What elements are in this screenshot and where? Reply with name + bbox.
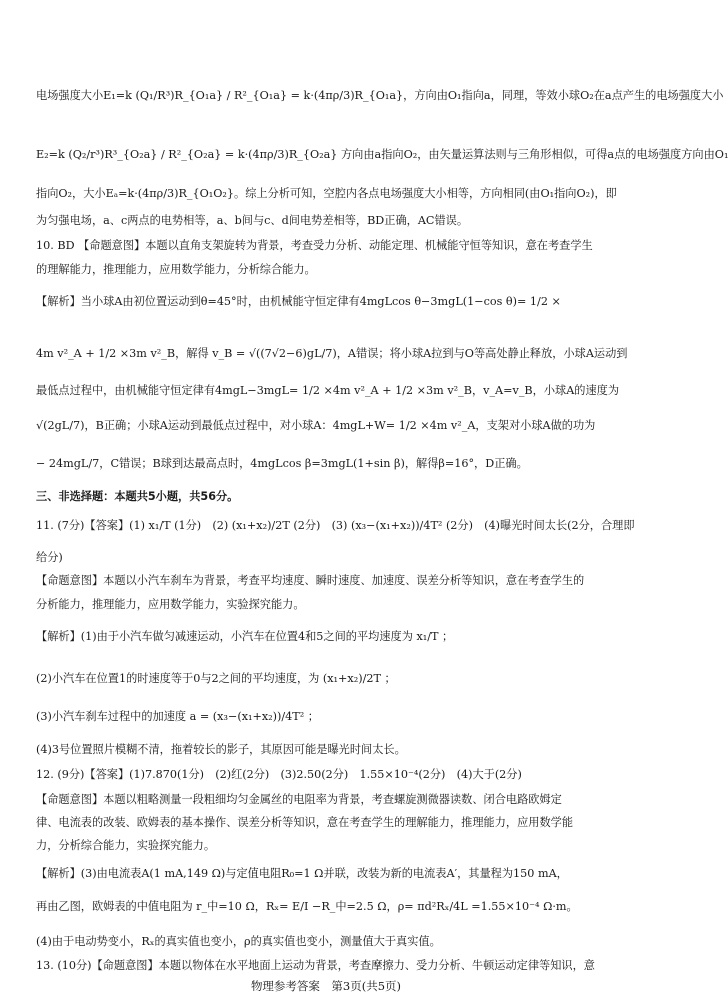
text-line: 给分): [36, 551, 63, 564]
text-line: √(2gL/7)，B正确；小球A运动到最低点过程中，对小球A：4mgL+W= 1/2 ×4m v²_A，支架对小球A做的功为: [36, 419, 596, 432]
text-line: 力，分析综合能力，实验探究能力。: [36, 839, 216, 852]
text-line: 为匀强电场，a、c两点的电势相等，a、b间与c、d间电势差相等，BD正确，AC错误。: [36, 214, 469, 227]
text-line: 的理解能力，推理能力，应用数学能力，分析综合能力。: [36, 263, 316, 276]
question-10-heading: 10. BD 【命题意图】本题以直角支架旋转为背景，考查受力分析、动能定理、机械能守恒等知识，意在考查学生: [36, 239, 593, 252]
text-line: 最低点过程中，由机械能守恒定律有4mgL−3mgL= 1/2 ×4m v²_A + 1/2 ×3m v²_B，v_A=v_B，小球A的速度为: [36, 384, 620, 397]
text-line: (4)3号位置照片模糊不清，拖着较长的影子，其原因可能是曝光时间太长。: [36, 743, 406, 756]
question-12-answer: 12. (9分)【答案】(1)7.870(1分) (2)红(2分) (3)2.50(2分) 1.55×10⁻⁴(2分) (4)大于(2分): [36, 768, 522, 781]
question-13-heading: 13. (10分)【命题意图】本题以物体在水平地面上运动为背景，考查摩擦力、受力分析、牛顿运动定律等知识，意: [36, 959, 595, 972]
text-line: 再由乙图，欧姆表的中值电阻为 r_中=10 Ω，Rₓ= E/I −R_中=2.5 Ω，ρ= πd²Rₓ/4L =1.55×10⁻⁴ Ω·m。: [36, 900, 578, 913]
text-line: 分析能力，推理能力，应用数学能力，实验探究能力。: [36, 598, 305, 611]
text-line: 4m v²_A + 1/2 ×3m v²_B，解得 v_B = √((7√2−6)gL/7)，A错误；将小球A拉到与O等高处静止释放，小球A运动到: [36, 347, 628, 360]
text-line: 指向O₂，大小Eₐ=k·(4πρ/3)R_{O₁O₂}。综上分析可知，空腔内各点电场强度大小相等，方向相同(由O₁指向O₂)，即: [36, 187, 617, 200]
text-line: 电场强度大小E₁=k (Q₁/R³)R_{O₁a} / R²_{O₁a} = k·(4πρ/3)R_{O₁a}，方向由O₁指向a，同理，等效小球O₂在a点产生的电场强度大小: [36, 89, 724, 102]
text-line: (2)小汽车在位置1的时速度等于0与2之间的平均速度，为 (x₁+x₂)/2T ；: [36, 672, 396, 685]
page-footer: 物理参考答案 第3页(共5页): [250, 979, 402, 993]
text-line: 【命题意图】本题以小汽车刹车为背景，考查平均速度、瞬时速度、加速度、误差分析等知识，意在考查学生的: [36, 574, 585, 587]
text-line: 【解析】(1)由于小汽车做匀减速运动，小汽车在位置4和5之间的平均速度为 x₁/T ；: [36, 630, 454, 643]
text-line: 【解析】(3)由电流表A(1 mA,149 Ω)与定值电阻R₀=1 Ω并联，改装为新的电流表A′，其量程为150 mA，: [36, 867, 568, 880]
text-line: 【解析】当小球A由初位置运动到θ=45°时，由机械能守恒定律有4mgLcos θ−3mgL(1−cos θ)= 1/2 ×: [36, 295, 561, 308]
question-11-answer: 11. (7分)【答案】(1) x₁/T (1分) (2) (x₁+x₂)/2T (2分) (3) (x₃−(x₁+x₂))/4T² (2分) (4)曝光时间太长(2分，合理即: [36, 519, 635, 532]
text-line: E₂=k (Q₂/r³)R³_{O₂a} / R²_{O₂a} = k·(4πρ/3)R_{O₂a} 方向由a指向O₂，由矢量运算法则与三角形相似，可得a点的电场强度方向由O₁: [36, 148, 728, 161]
text-line: (4)由于电动势变小，Rₓ的真实值也变小，ρ的真实值也变小，测量值大于真实值。: [36, 935, 441, 948]
section-heading: 三、非选择题：本题共5小题，共56分。: [36, 490, 239, 503]
text-line: 律、电流表的改装、欧姆表的基本操作、误差分析等知识，意在考查学生的理解能力，推理能力，应用数学能: [36, 816, 574, 829]
text-line: − 24mgL/7，C错误；B球到达最高点时，4mgLcos β=3mgL(1+sin β)，解得β=16°，D正确。: [36, 457, 528, 470]
text-line: (3)小汽车刹车过程中的加速度 a = (x₃−(x₁+x₂))/4T² ；: [36, 710, 319, 723]
text-line: 【命题意图】本题以粗略测量一段粗细均匀金属丝的电阻率为背景，考查螺旋测微器读数、闭合电路欧姆定: [36, 793, 562, 806]
